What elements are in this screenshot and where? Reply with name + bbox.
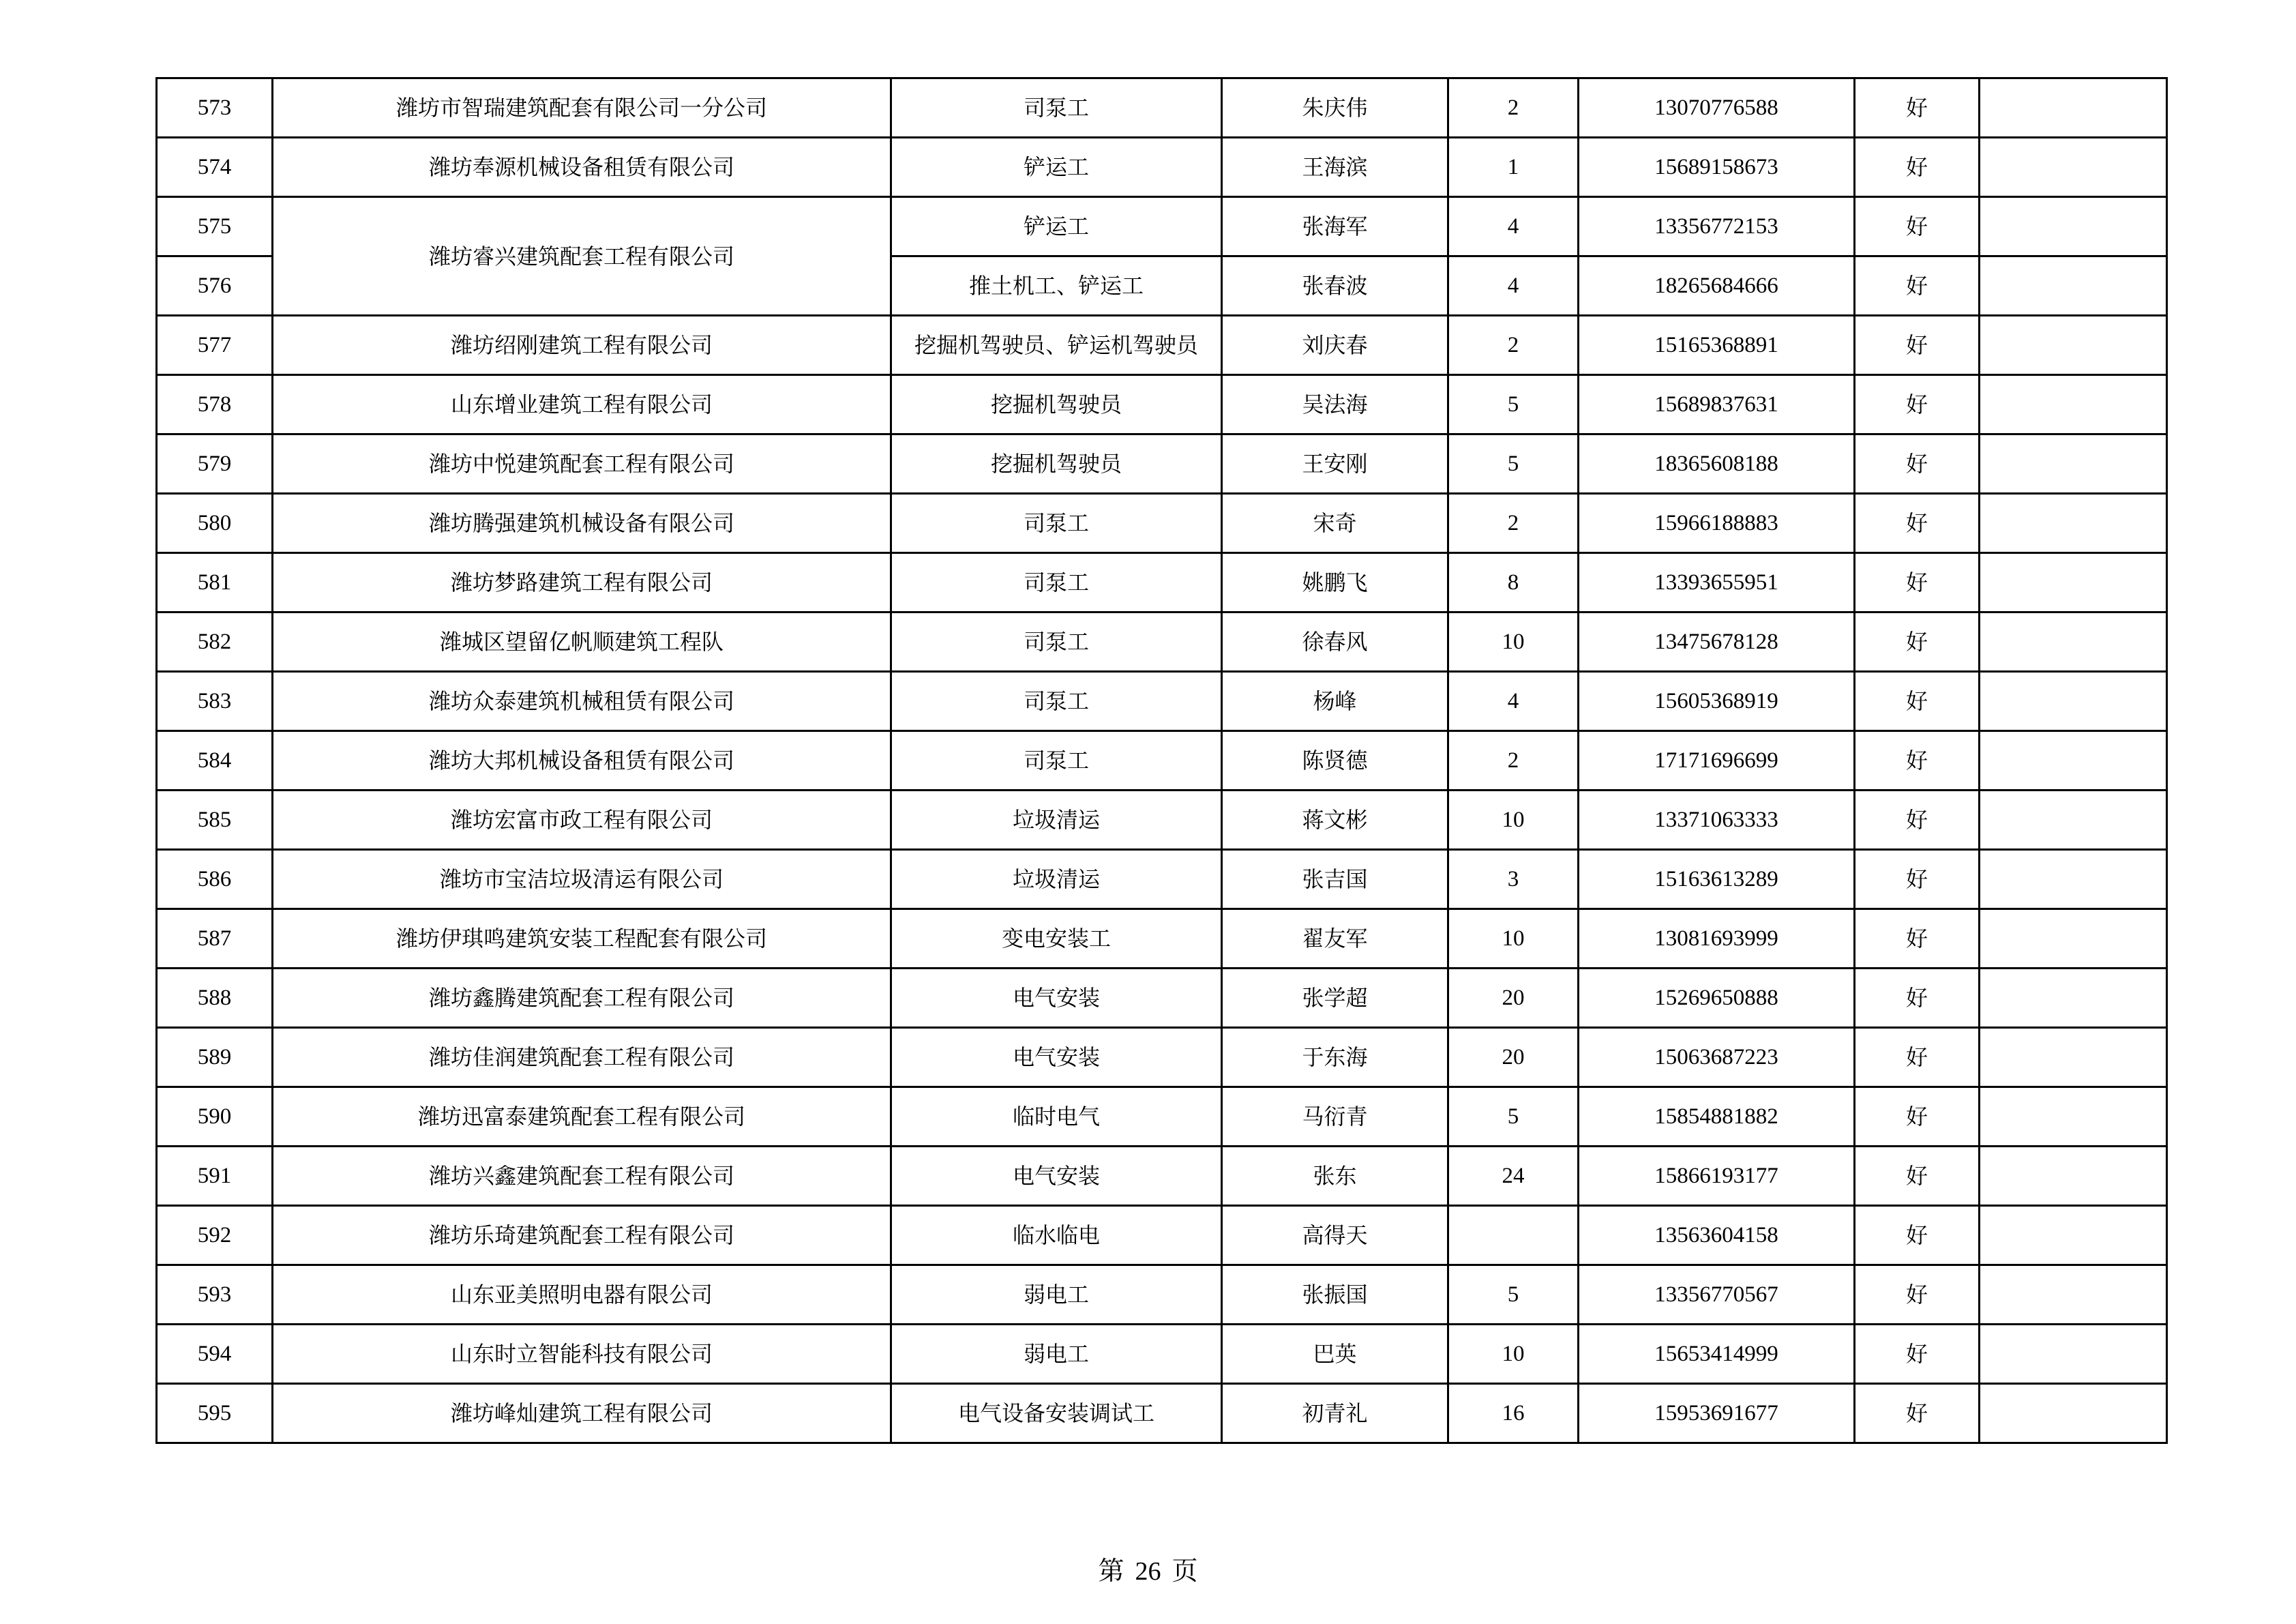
table-row [157,1265,2167,1325]
company-cell: 潍坊众泰建筑机械租赁有限公司 [273,672,891,731]
row-number: 573 [157,78,273,138]
phone-cell: 13475678128 [1579,612,1855,672]
page-prefix: 第 [1098,1556,1124,1586]
company-cell: 潍坊市宝洁垃圾清运有限公司 [273,850,891,909]
job-cell: 垃圾清运 [891,850,1222,909]
phone-cell: 13081693999 [1579,909,1855,969]
phone-cell: 13563604158 [1579,1206,1855,1265]
contact-cell: 张海军 [1222,197,1448,256]
count-cell: 5 [1448,1265,1579,1325]
table-row [157,1087,2167,1147]
contact-cell: 张吉国 [1222,850,1448,909]
note-cell [1980,612,2167,672]
note-cell [1980,138,2167,197]
table-row [157,909,2167,969]
note-cell [1980,434,2167,494]
rating-cell: 好 [1855,791,1980,850]
phone-cell: 13070776588 [1579,78,1855,138]
count-cell: 2 [1448,731,1579,791]
job-cell: 电气设备安装调试工 [891,1384,1222,1443]
note-cell [1980,197,2167,256]
rating-cell: 好 [1855,909,1980,969]
rating-cell: 好 [1855,1325,1980,1384]
job-cell: 挖掘机驾驶员 [891,434,1222,494]
company-cell: 潍坊佳润建筑配套工程有限公司 [273,1028,891,1087]
table-row [157,969,2167,1028]
row-number: 576 [157,256,273,316]
table-row [157,1325,2167,1384]
contact-cell: 姚鹏飞 [1222,553,1448,612]
phone-cell: 18365608188 [1579,434,1855,494]
note-cell [1980,1087,2167,1147]
row-number: 587 [157,909,273,969]
contact-cell: 王海滨 [1222,138,1448,197]
table-row [157,1147,2167,1206]
company-cell: 潍坊迅富泰建筑配套工程有限公司 [273,1087,891,1147]
company-cell: 潍坊奉源机械设备租赁有限公司 [273,138,891,197]
company-cell: 潍坊腾强建筑机械设备有限公司 [273,494,891,553]
table-row [157,1028,2167,1087]
row-number: 575 [157,197,273,256]
rating-cell: 好 [1855,494,1980,553]
rating-cell: 好 [1855,434,1980,494]
row-number: 574 [157,138,273,197]
count-cell [1448,1206,1579,1265]
note-cell [1980,78,2167,138]
phone-cell: 18265684666 [1579,256,1855,316]
company-cell: 潍坊峰灿建筑工程有限公司 [273,1384,891,1443]
rating-cell: 好 [1855,969,1980,1028]
contact-cell: 宋奇 [1222,494,1448,553]
company-cell-merged: 潍坊睿兴建筑配套工程有限公司 [273,197,891,316]
phone-cell: 15063687223 [1579,1028,1855,1087]
note-cell [1980,1325,2167,1384]
table-row [157,731,2167,791]
rating-cell: 好 [1855,553,1980,612]
row-number: 586 [157,850,273,909]
phone-cell: 13371063333 [1579,791,1855,850]
row-number: 579 [157,434,273,494]
row-number: 594 [157,1325,273,1384]
count-cell: 5 [1448,1087,1579,1147]
contact-cell: 蒋文彬 [1222,791,1448,850]
row-number: 590 [157,1087,273,1147]
note-cell [1980,494,2167,553]
job-cell: 临时电气 [891,1087,1222,1147]
row-number: 588 [157,969,273,1028]
phone-cell: 15269650888 [1579,969,1855,1028]
contact-cell: 张振国 [1222,1265,1448,1325]
count-cell: 5 [1448,375,1579,434]
phone-cell: 13356772153 [1579,197,1855,256]
job-cell: 电气安装 [891,1028,1222,1087]
rating-cell: 好 [1855,1265,1980,1325]
company-cell: 潍坊乐琦建筑配套工程有限公司 [273,1206,891,1265]
count-cell: 4 [1448,256,1579,316]
count-cell: 24 [1448,1147,1579,1206]
count-cell: 5 [1448,434,1579,494]
job-cell: 电气安装 [891,969,1222,1028]
rating-cell: 好 [1855,316,1980,375]
row-number: 578 [157,375,273,434]
count-cell: 8 [1448,553,1579,612]
rating-cell: 好 [1855,78,1980,138]
row-number: 584 [157,731,273,791]
contact-cell: 翟友军 [1222,909,1448,969]
row-number: 581 [157,553,273,612]
rating-cell: 好 [1855,138,1980,197]
contact-cell: 刘庆春 [1222,316,1448,375]
phone-cell: 15163613289 [1579,850,1855,909]
count-cell: 10 [1448,1325,1579,1384]
table-row [157,375,2167,434]
company-cell: 潍坊市智瑞建筑配套有限公司一分公司 [273,78,891,138]
job-cell: 司泵工 [891,78,1222,138]
count-cell: 10 [1448,612,1579,672]
phone-cell: 15689837631 [1579,375,1855,434]
job-cell: 铲运工 [891,197,1222,256]
job-cell: 司泵工 [891,553,1222,612]
page-suffix: 页 [1172,1556,1198,1586]
rating-cell: 好 [1855,1028,1980,1087]
rating-cell: 好 [1855,256,1980,316]
note-cell [1980,850,2167,909]
job-cell: 挖掘机驾驶员、铲运机驾驶员 [891,316,1222,375]
page-footer [0,1550,2296,1587]
row-number: 583 [157,672,273,731]
contact-cell: 张学超 [1222,969,1448,1028]
page-number: 26 [1135,1557,1161,1586]
company-cell: 潍城区望留亿帆顺建筑工程队 [273,612,891,672]
table-row [157,850,2167,909]
note-cell [1980,553,2167,612]
row-number: 582 [157,612,273,672]
table-row [157,553,2167,612]
contact-cell: 王安刚 [1222,434,1448,494]
table-row [157,612,2167,672]
phone-cell: 15953691677 [1579,1384,1855,1443]
row-number: 595 [157,1384,273,1443]
table-row [157,1384,2167,1443]
count-cell: 3 [1448,850,1579,909]
table-row [157,197,2167,256]
job-cell: 电气安装 [891,1147,1222,1206]
company-cell: 潍坊鑫腾建筑配套工程有限公司 [273,969,891,1028]
row-number: 593 [157,1265,273,1325]
count-cell: 1 [1448,138,1579,197]
count-cell: 20 [1448,969,1579,1028]
row-number: 589 [157,1028,273,1087]
note-cell [1980,731,2167,791]
company-cell: 山东时立智能科技有限公司 [273,1325,891,1384]
company-cell: 山东增业建筑工程有限公司 [273,375,891,434]
table-row [157,494,2167,553]
row-number: 591 [157,1147,273,1206]
table-row [157,672,2167,731]
count-cell: 16 [1448,1384,1579,1443]
contact-cell: 张春波 [1222,256,1448,316]
job-cell: 司泵工 [891,731,1222,791]
rating-cell: 好 [1855,375,1980,434]
rating-cell: 好 [1855,197,1980,256]
contact-cell: 徐春风 [1222,612,1448,672]
table-row [157,434,2167,494]
table-row [157,316,2167,375]
phone-cell: 15866193177 [1579,1147,1855,1206]
count-cell: 4 [1448,197,1579,256]
contact-cell: 初青礼 [1222,1384,1448,1443]
row-number: 585 [157,791,273,850]
note-cell [1980,316,2167,375]
table-row [157,78,2167,138]
contact-cell: 吴法海 [1222,375,1448,434]
contact-cell: 杨峰 [1222,672,1448,731]
note-cell [1980,791,2167,850]
phone-cell: 15605368919 [1579,672,1855,731]
contact-cell: 朱庆伟 [1222,78,1448,138]
contact-cell: 张东 [1222,1147,1448,1206]
phone-cell: 15966188883 [1579,494,1855,553]
job-cell: 司泵工 [891,672,1222,731]
count-cell: 10 [1448,909,1579,969]
company-cell: 潍坊绍刚建筑工程有限公司 [273,316,891,375]
job-cell: 变电安装工 [891,909,1222,969]
note-cell [1980,375,2167,434]
rating-cell: 好 [1855,1087,1980,1147]
rating-cell: 好 [1855,1384,1980,1443]
count-cell: 10 [1448,791,1579,850]
phone-cell: 17171696699 [1579,731,1855,791]
contact-cell: 陈贤德 [1222,731,1448,791]
row-number: 580 [157,494,273,553]
phone-cell: 15854881882 [1579,1087,1855,1147]
note-cell [1980,909,2167,969]
contact-cell: 于东海 [1222,1028,1448,1087]
note-cell [1980,969,2167,1028]
company-cell: 潍坊伊琪鸣建筑安装工程配套有限公司 [273,909,891,969]
phone-cell: 15653414999 [1579,1325,1855,1384]
company-cell: 潍坊梦路建筑工程有限公司 [273,553,891,612]
table-row [157,138,2167,197]
job-cell: 弱电工 [891,1325,1222,1384]
job-cell: 垃圾清运 [891,791,1222,850]
company-cell: 潍坊中悦建筑配套工程有限公司 [273,434,891,494]
roster-table [155,77,2168,1444]
count-cell: 2 [1448,494,1579,553]
count-cell: 2 [1448,316,1579,375]
phone-cell: 15689158673 [1579,138,1855,197]
job-cell: 司泵工 [891,612,1222,672]
contact-cell: 巴英 [1222,1325,1448,1384]
company-cell: 潍坊兴鑫建筑配套工程有限公司 [273,1147,891,1206]
rating-cell: 好 [1855,1206,1980,1265]
roster-body [157,78,2167,1443]
rating-cell: 好 [1855,1147,1980,1206]
note-cell [1980,1147,2167,1206]
row-number: 577 [157,316,273,375]
count-cell: 4 [1448,672,1579,731]
phone-cell: 13393655951 [1579,553,1855,612]
rating-cell: 好 [1855,850,1980,909]
job-cell: 临水临电 [891,1206,1222,1265]
table-row [157,791,2167,850]
phone-cell: 13356770567 [1579,1265,1855,1325]
contact-cell: 高得天 [1222,1206,1448,1265]
count-cell: 20 [1448,1028,1579,1087]
rating-cell: 好 [1855,731,1980,791]
job-cell: 铲运工 [891,138,1222,197]
note-cell [1980,1384,2167,1443]
company-cell: 潍坊宏富市政工程有限公司 [273,791,891,850]
rating-cell: 好 [1855,612,1980,672]
note-cell [1980,672,2167,731]
contact-cell: 马衍青 [1222,1087,1448,1147]
note-cell [1980,1028,2167,1087]
phone-cell: 15165368891 [1579,316,1855,375]
count-cell: 2 [1448,78,1579,138]
rating-cell: 好 [1855,672,1980,731]
job-cell: 司泵工 [891,494,1222,553]
job-cell: 推土机工、铲运工 [891,256,1222,316]
row-number: 592 [157,1206,273,1265]
table-row [157,1206,2167,1265]
note-cell [1980,1265,2167,1325]
job-cell: 挖掘机驾驶员 [891,375,1222,434]
job-cell: 弱电工 [891,1265,1222,1325]
company-cell: 潍坊大邦机械设备租赁有限公司 [273,731,891,791]
note-cell [1980,1206,2167,1265]
note-cell [1980,256,2167,316]
company-cell: 山东亚美照明电器有限公司 [273,1265,891,1325]
